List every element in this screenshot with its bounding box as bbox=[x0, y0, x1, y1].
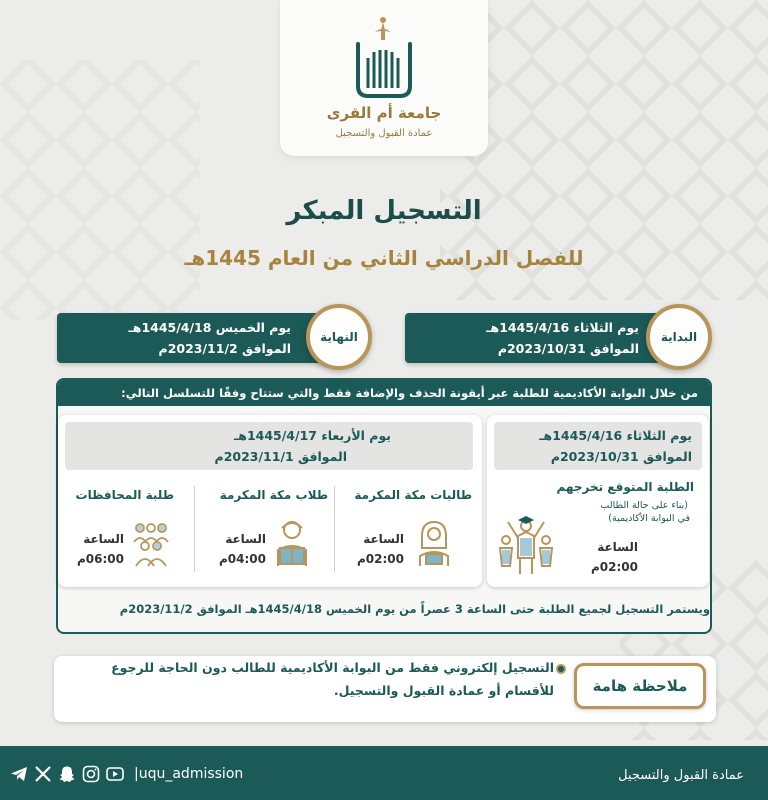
social-handle[interactable]: |uqu_admission bbox=[134, 766, 244, 782]
bullet-icon bbox=[556, 664, 566, 674]
group-male-makkah-title: طلاب مكة المكرمة bbox=[219, 488, 328, 502]
start-badge: البداية bbox=[646, 304, 712, 370]
group-female-makkah-time: 02:00م bbox=[357, 552, 404, 566]
start-date-line1: يوم الثلاثاء 1445/4/16هـ bbox=[486, 320, 639, 335]
page-title: التسجيل المبكر bbox=[286, 196, 482, 226]
end-badge: النهاية bbox=[306, 304, 372, 370]
end-date-bar bbox=[57, 313, 347, 363]
logo-card bbox=[280, 0, 488, 156]
logo-name: جامعة أم القرى bbox=[326, 104, 442, 122]
day1-group-title: الطلبة المتوقع تخرجهم bbox=[556, 480, 694, 494]
day2-date-line2: الموافق 2023/11/1م bbox=[214, 449, 347, 464]
x-icon[interactable] bbox=[34, 765, 52, 783]
group-governorates-time-label: الساعة bbox=[83, 532, 124, 546]
logo-subname: عمادة القبول والتسجيل bbox=[335, 128, 433, 139]
group-governorates-time: 06:00م bbox=[77, 552, 124, 566]
end-date-line2: الموافق 2023/11/2م bbox=[158, 341, 291, 356]
footer-deanship: عمادة القبول والتسجيل bbox=[618, 768, 744, 783]
group-male-makkah-time: 04:00م bbox=[219, 552, 266, 566]
group-divider-1 bbox=[334, 486, 335, 572]
youtube-icon[interactable] bbox=[106, 765, 124, 783]
day2-date-line1: يوم الأربعاء 1445/4/17هـ bbox=[234, 428, 391, 443]
day2-date bbox=[65, 422, 473, 470]
group-female-makkah-title: طالبات مكة المكرمة bbox=[354, 488, 472, 502]
female-student-icon bbox=[414, 518, 454, 568]
graduates-icon bbox=[494, 514, 558, 582]
start-date-line2: الموافق 2023/10/31م bbox=[497, 341, 639, 356]
group-female-makkah-time-label: الساعة bbox=[363, 532, 404, 546]
instagram-icon[interactable] bbox=[82, 765, 100, 783]
day1-group-note-1: (بناء على حالة الطالب bbox=[600, 500, 688, 511]
male-student-reading-icon bbox=[272, 518, 312, 568]
day1-date bbox=[494, 422, 702, 470]
students-group-icon bbox=[130, 520, 172, 568]
important-note-line2: للأقسام أو عمادة القبول والتسجيل. bbox=[333, 683, 554, 698]
telegram-icon[interactable] bbox=[10, 765, 28, 783]
group-male-makkah-time-label: الساعة bbox=[225, 532, 266, 546]
snapchat-icon[interactable] bbox=[58, 765, 76, 783]
page-subtitle: للفصل الدراسي الثاني من العام 1445هـ bbox=[184, 246, 584, 270]
end-date-line1: يوم الخميس 1445/4/18هـ bbox=[128, 320, 291, 335]
day1-time: 02:00م bbox=[591, 560, 638, 574]
day1-time-label: الساعة bbox=[597, 540, 638, 554]
schedule-header: من خلال البوابة الأكاديمية للطلبة عبر أيقونة الحذف والإضافة فقط والتي ستتاح وفقًا للتسلسل التالي: bbox=[58, 380, 710, 406]
group-divider-2 bbox=[194, 486, 195, 572]
day1-date-line2: الموافق 2023/10/31م bbox=[550, 449, 692, 464]
day1-group-note-2: في البوابة الأكاديمية) bbox=[608, 513, 690, 524]
important-note-line1: التسجيل إلكتروني فقط من البوابة الأكاديمية للطالب دون الحاجة للرجوع bbox=[111, 660, 554, 675]
important-note-badge: ملاحظة هامة bbox=[574, 663, 706, 709]
group-governorates-title: طلبة المحافظات bbox=[75, 488, 174, 502]
university-logo-icon bbox=[280, 0, 488, 104]
registration-continues-note: ويستمر التسجيل لجميع الطلبة حتى الساعة 3 عصراً من يوم الخميس 1445/4/18هـ الموافق 2023/11/2م bbox=[119, 602, 710, 616]
day1-date-line1: يوم الثلاثاء 1445/4/16هـ bbox=[539, 428, 692, 443]
